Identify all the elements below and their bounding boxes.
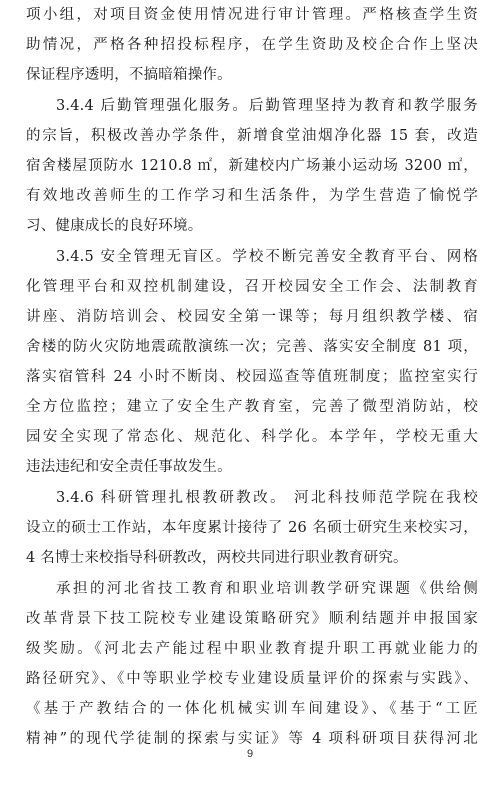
text-line: 助情况，严格各种招投标程序，在学生资助及校企合作上坚决 (26, 37, 478, 53)
text-line: 落实宿管科 24 小时不断岗、校园巡查等值班制度；监控室实行 (26, 369, 478, 385)
text-line: 的宗旨，积极改善办学条件，新增食堂油烟净化器 15 套，改造 (26, 128, 478, 144)
text-line: 讲座、消防培训会、校园安全第一课等；每月组织教学楼、宿 (26, 309, 478, 325)
text-line: 精神”的现代学徒制的探索与实证》等 4 项科研项目获得河北 (26, 731, 478, 747)
text-line: 4 名博士来校指导科研教改，两校共同进行职业教育研究。 (26, 550, 408, 566)
text-line: 违法违纪和安全责任事故发生。 (26, 459, 232, 475)
text-line: 全方位监控；建立了安全生产教育室，完善了微型消防站，校 (26, 399, 478, 415)
text-line: 园安全实现了常态化、规范化、科学化。本学年，学校无重大 (26, 429, 478, 445)
text-line: 保证程序透明，不搞暗箱操作。 (26, 67, 232, 83)
section-3-4-4-heading-line: 3.4.4 后勤管理强化服务。后勤管理坚持为教育和教学服务 (56, 98, 478, 114)
section-3-4-5-heading-line: 3.4.5 安全管理无盲区。学校不断完善安全教育平台、网格 (56, 249, 478, 265)
text-line: 舍楼的防火灾防地震疏散演练一次；完善、落实安全制度 81 项， (26, 339, 478, 355)
page-number: 9 (246, 748, 254, 760)
section-3-4-6-heading-line: 3.4.6 科研管理扎根教研教改。 河北科技师范学院在我校 (56, 490, 478, 506)
text-line: 宿舍楼屋顶防水 1210.8 ㎡，新建校内广场兼小运动场 3200 ㎡， (26, 158, 478, 174)
text-line: 改革背景下技工院校专业建设策略研究》顺利结题并申报国家 (26, 611, 478, 627)
text-line: 设立的硕士工作站，本年度累计接待了 26 名硕士研究生来校实习， (26, 520, 478, 536)
text-line: 《基于产教结合的一体化机械实训车间建设》、《基于“工匠 (26, 701, 478, 717)
text-line: 承担的河北省技工教育和职业培训教学研究课题《供给侧 (56, 581, 478, 597)
text-line: 项小组，对项目资金使用情况进行审计管理。严格核查学生资 (26, 7, 478, 23)
text-line: 化管理平台和双控机制建设，召开校园安全工作会、法制教育 (26, 279, 478, 295)
text-line: 有效地改善师生的工作学习和生活条件，为学生营造了愉悦学 (26, 188, 478, 204)
text-line: 级奖励。《河北去产能过程中职业教育提升职工再就业能力的 (26, 641, 478, 657)
text-line: 路径研究》、《中等职业学校专业建设质量评价的探索与实践》、 (26, 671, 478, 687)
text-line: 习、健康成长的良好环境。 (26, 218, 203, 234)
